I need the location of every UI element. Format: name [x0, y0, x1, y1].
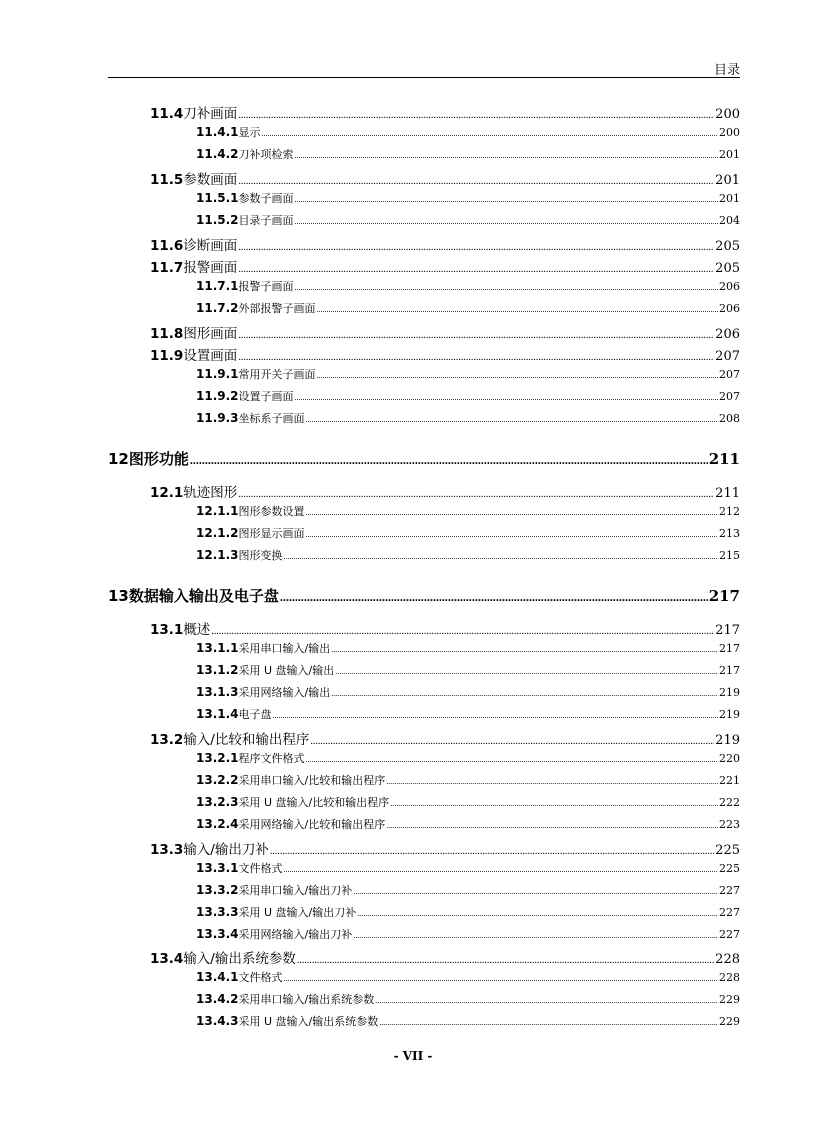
toc-entry-title: 报警画面: [183, 260, 238, 276]
toc-entry-number: 11.5.1: [196, 191, 239, 205]
toc-entry-page: 223: [719, 818, 740, 831]
toc-entry[interactable]: [196, 750, 740, 766]
page-number: - VII -: [393, 1049, 433, 1063]
toc-entry[interactable]: [196, 816, 740, 832]
toc-entry-number: 13.3.3: [196, 905, 239, 919]
dot-leader: [357, 909, 718, 918]
toc-entry[interactable]: [196, 503, 740, 519]
toc-entry-page: 215: [719, 549, 740, 562]
toc-entry-page: 207: [715, 349, 740, 364]
toc-entry-number: 13.1.2: [196, 663, 239, 677]
toc-entry[interactable]: [196, 882, 740, 898]
header-divider: [108, 77, 740, 78]
dot-leader: [238, 264, 714, 275]
toc-entry-number: 12.1.1: [196, 504, 239, 518]
toc-entry-page: 217: [708, 587, 740, 605]
running-header-title: 目录: [713, 63, 740, 78]
toc-entry-title: 采用串口输入/输出: [238, 642, 331, 655]
dot-leader: [238, 242, 714, 253]
toc-entry-title: 图形画面: [183, 326, 238, 342]
toc-entry-title: 常用开关子画面: [238, 368, 316, 381]
toc-entry-number: 11.6: [150, 238, 184, 254]
dot-leader: [306, 755, 718, 764]
toc-entry[interactable]: [196, 860, 740, 876]
toc-entry-number: 11.5.2: [196, 213, 239, 227]
toc-entry-title: 参数子画面: [238, 192, 294, 205]
dot-leader: [310, 736, 714, 747]
dot-leader: [317, 305, 718, 314]
toc-entry-page: 229: [719, 993, 740, 1006]
toc-entry-page: 219: [715, 733, 740, 748]
toc-entry-title: 程序文件格式: [238, 752, 305, 765]
toc-entry-page: 205: [715, 239, 740, 254]
toc-entry-title: 输入/输出刀补: [183, 842, 269, 858]
toc-entry-title: 报警子画面: [238, 280, 294, 293]
toc-entry-number: 13.4.3: [196, 1014, 239, 1028]
toc-entry-number: 11.4.2: [196, 147, 239, 161]
toc-entry[interactable]: [150, 838, 740, 858]
dot-leader: [238, 352, 714, 363]
toc-entry-number: 11.8: [150, 326, 184, 342]
dot-leader: [284, 974, 718, 983]
toc-entry-page: 211: [708, 450, 740, 468]
toc-entry-title: 坐标系子画面: [238, 412, 305, 425]
toc-entry-title: 数据输入输出及电子盘: [128, 587, 279, 605]
toc-entry[interactable]: [196, 640, 740, 656]
toc-entry-page: 208: [719, 412, 740, 425]
dot-leader: [211, 626, 714, 637]
toc-entry-title: 采用串口输入/比较和输出程序: [238, 774, 386, 787]
toc-entry[interactable]: [150, 102, 740, 122]
toc-entry-number: 13.2.3: [196, 795, 239, 809]
dot-leader: [386, 777, 718, 786]
dot-leader: [331, 645, 718, 654]
toc-entry-page: 205: [715, 261, 740, 276]
toc-entry[interactable]: [196, 190, 740, 206]
dot-leader: [306, 508, 718, 517]
toc-entry-title: 采用 U 盘输入/输出系统参数: [238, 1015, 379, 1028]
toc-entry-number: 13.2.2: [196, 773, 239, 787]
toc-entry-page: 228: [715, 952, 740, 967]
toc-entry-page: 212: [719, 505, 740, 518]
toc-entry-number: 13.3.4: [196, 927, 239, 941]
toc-entry-page: 217: [719, 642, 740, 655]
dot-leader: [375, 996, 718, 1005]
toc-entry-number: 13.3.2: [196, 883, 239, 897]
toc-entry-title: 刀补画面: [183, 106, 238, 122]
toc-entry-number: 13.1.3: [196, 685, 239, 699]
toc-entry-title: 电子盘: [238, 708, 272, 721]
dot-leader: [295, 283, 718, 292]
toc-entry-title: 采用网络输入/输出: [238, 686, 331, 699]
toc-entry-title: 采用 U 盘输入/输出: [238, 664, 335, 677]
toc-entry[interactable]: [196, 278, 740, 294]
toc-entry-page: 228: [719, 971, 740, 984]
toc-entry-title: 设置子画面: [238, 390, 294, 403]
dot-leader: [297, 955, 714, 966]
toc-entry-page: 211: [715, 486, 740, 501]
toc-entry-number: 11.5: [150, 172, 184, 188]
toc-entry[interactable]: [196, 212, 740, 228]
dot-leader: [284, 865, 718, 874]
toc-entry-page: 207: [719, 368, 740, 381]
toc-entry-number: 13: [108, 587, 129, 605]
toc-entry-page: 219: [719, 708, 740, 721]
toc-entry-title: 输入/输出系统参数: [183, 951, 296, 967]
toc-entry-page: 201: [719, 148, 740, 161]
toc-entry-number: 11.9.3: [196, 411, 239, 425]
toc-entry[interactable]: [196, 991, 740, 1007]
dot-leader: [295, 393, 718, 402]
toc-entry-number: 11.4: [150, 106, 184, 122]
toc-entry-title: 图形功能: [128, 450, 189, 468]
toc-entry[interactable]: [196, 410, 740, 426]
toc-entry[interactable]: [150, 481, 740, 501]
toc-entry[interactable]: [196, 794, 740, 810]
toc-entry-page: 227: [719, 906, 740, 919]
toc-entry-page: 206: [719, 280, 740, 293]
toc-entry-page: 200: [719, 126, 740, 139]
toc-entry-page: 222: [719, 796, 740, 809]
toc-entry-number: 11.9: [150, 348, 184, 364]
toc-entry-page: 204: [719, 214, 740, 227]
dot-leader: [280, 590, 708, 605]
toc-entry-number: 12.1: [150, 485, 184, 501]
toc-entry-title: 采用 U 盘输入/比较和输出程序: [238, 796, 390, 809]
toc-entry-number: 12.1.3: [196, 548, 239, 562]
toc-entry-page: 229: [719, 1015, 740, 1028]
toc-entry-title: 目录子画面: [238, 214, 294, 227]
toc-entry-number: 13.2.4: [196, 817, 239, 831]
toc-entry[interactable]: [196, 1013, 740, 1029]
toc-entry-title: 文件格式: [238, 862, 283, 875]
toc-entry-page: 206: [715, 327, 740, 342]
toc-entry-title: 轨迹图形: [183, 485, 238, 501]
toc-entry-page: 217: [719, 664, 740, 677]
dot-leader: [335, 667, 718, 676]
dot-leader: [238, 330, 714, 341]
toc-entry[interactable]: [196, 684, 740, 700]
toc-entry-page: 217: [715, 623, 740, 638]
toc-entry-title: 图形显示画面: [238, 527, 305, 540]
toc-entry-page: 221: [719, 774, 740, 787]
toc-entry[interactable]: [196, 124, 740, 140]
toc-entry-number: 12: [108, 450, 129, 468]
dot-leader: [386, 821, 718, 830]
toc-entry-page: 200: [715, 107, 740, 122]
toc-entry-page: 206: [719, 302, 740, 315]
toc-entry[interactable]: [150, 728, 740, 748]
dot-leader: [295, 151, 718, 160]
toc-entry-title: 设置画面: [183, 348, 238, 364]
toc-entry-title: 图形参数设置: [238, 505, 305, 518]
toc-entry[interactable]: [196, 662, 740, 678]
toc-entry-number: 13.1: [150, 622, 184, 638]
toc-entry[interactable]: [196, 366, 740, 382]
toc-entry-number: 11.7: [150, 260, 184, 276]
toc-entry-number: 13.2.1: [196, 751, 239, 765]
dot-leader: [390, 799, 718, 808]
toc-entry[interactable]: [150, 256, 740, 276]
toc-entry[interactable]: [150, 168, 740, 188]
toc-entry[interactable]: [150, 947, 740, 967]
toc-entry[interactable]: [150, 344, 740, 364]
dot-leader: [273, 711, 718, 720]
toc-entry-title: 刀补项检索: [238, 148, 294, 161]
toc-entry-number: 11.7.1: [196, 279, 239, 293]
toc-entry-title: 采用网络输入/比较和输出程序: [238, 818, 386, 831]
toc-entry-number: 13.3.1: [196, 861, 239, 875]
toc-entry-number: 13.2: [150, 732, 184, 748]
toc-entry-number: 11.4.1: [196, 125, 239, 139]
toc-entry[interactable]: [196, 525, 740, 541]
toc-entry-page: 219: [719, 686, 740, 699]
toc-entry-number: 13.1.1: [196, 641, 239, 655]
dot-leader: [238, 489, 714, 500]
toc-entry-page: 220: [719, 752, 740, 765]
toc-entry-page: 207: [719, 390, 740, 403]
toc-entry-title: 概述: [183, 622, 211, 638]
dot-leader: [317, 371, 718, 380]
toc-entry[interactable]: [196, 388, 740, 404]
toc-entry[interactable]: [108, 448, 740, 469]
dot-leader: [306, 530, 718, 539]
toc-entry-title: 采用网络输入/输出刀补: [238, 928, 353, 941]
toc-entry-page: 227: [719, 884, 740, 897]
toc-entry-page: 201: [715, 173, 740, 188]
dot-leader: [331, 689, 718, 698]
toc-entry-number: 13.1.4: [196, 707, 239, 721]
toc-entry-title: 采用串口输入/输出刀补: [238, 884, 353, 897]
toc-entry[interactable]: [196, 146, 740, 162]
toc-entry-number: 12.1.2: [196, 526, 239, 540]
dot-leader: [238, 110, 714, 121]
toc-entry-title: 输入/比较和输出程序: [183, 732, 310, 748]
toc-entry-title: 诊断画面: [183, 238, 238, 254]
toc-entry-page: 225: [719, 862, 740, 875]
toc-entry-number: 13.3: [150, 842, 184, 858]
dot-leader: [353, 931, 718, 940]
toc-entry-page: 213: [719, 527, 740, 540]
toc-entry[interactable]: [196, 706, 740, 722]
dot-leader: [262, 129, 718, 138]
toc-entry-page: 225: [715, 843, 740, 858]
toc-entry-title: 采用 U 盘输入/输出刀补: [238, 906, 357, 919]
dot-leader: [295, 195, 718, 204]
toc-entry-number: 11.7.2: [196, 301, 239, 315]
toc-entry-title: 显示: [238, 126, 261, 139]
toc-entry[interactable]: [150, 234, 740, 254]
toc-entry[interactable]: [196, 772, 740, 788]
dot-leader: [306, 415, 718, 424]
dot-leader: [353, 887, 718, 896]
toc-entry-title: 外部报警子画面: [238, 302, 316, 315]
toc-entry-number: 11.9.2: [196, 389, 239, 403]
toc-entry-title: 采用串口输入/输出系统参数: [238, 993, 375, 1006]
dot-leader: [295, 217, 718, 226]
toc-entry-title: 参数画面: [183, 172, 238, 188]
dot-leader: [190, 453, 708, 468]
dot-leader: [379, 1018, 718, 1027]
dot-leader: [238, 176, 714, 187]
toc-entry-page: 227: [719, 928, 740, 941]
toc-entry[interactable]: [108, 585, 740, 606]
toc-entry[interactable]: [196, 904, 740, 920]
toc-entry[interactable]: [196, 926, 740, 942]
toc-entry[interactable]: [196, 300, 740, 316]
toc-entry-page: 201: [719, 192, 740, 205]
toc-entry-number: 11.9.1: [196, 367, 239, 381]
toc-entry[interactable]: [150, 322, 740, 342]
toc-entry[interactable]: [150, 618, 740, 638]
toc-entry[interactable]: [196, 547, 740, 563]
dot-leader: [284, 552, 718, 561]
toc-entry-number: 13.4.2: [196, 992, 239, 1006]
toc-entry-title: 图形变换: [238, 549, 283, 562]
toc-entry-title: 文件格式: [238, 971, 283, 984]
toc-entry-number: 13.4.1: [196, 970, 239, 984]
toc-entry-number: 13.4: [150, 951, 184, 967]
toc-entry[interactable]: [196, 969, 740, 985]
dot-leader: [270, 846, 714, 857]
